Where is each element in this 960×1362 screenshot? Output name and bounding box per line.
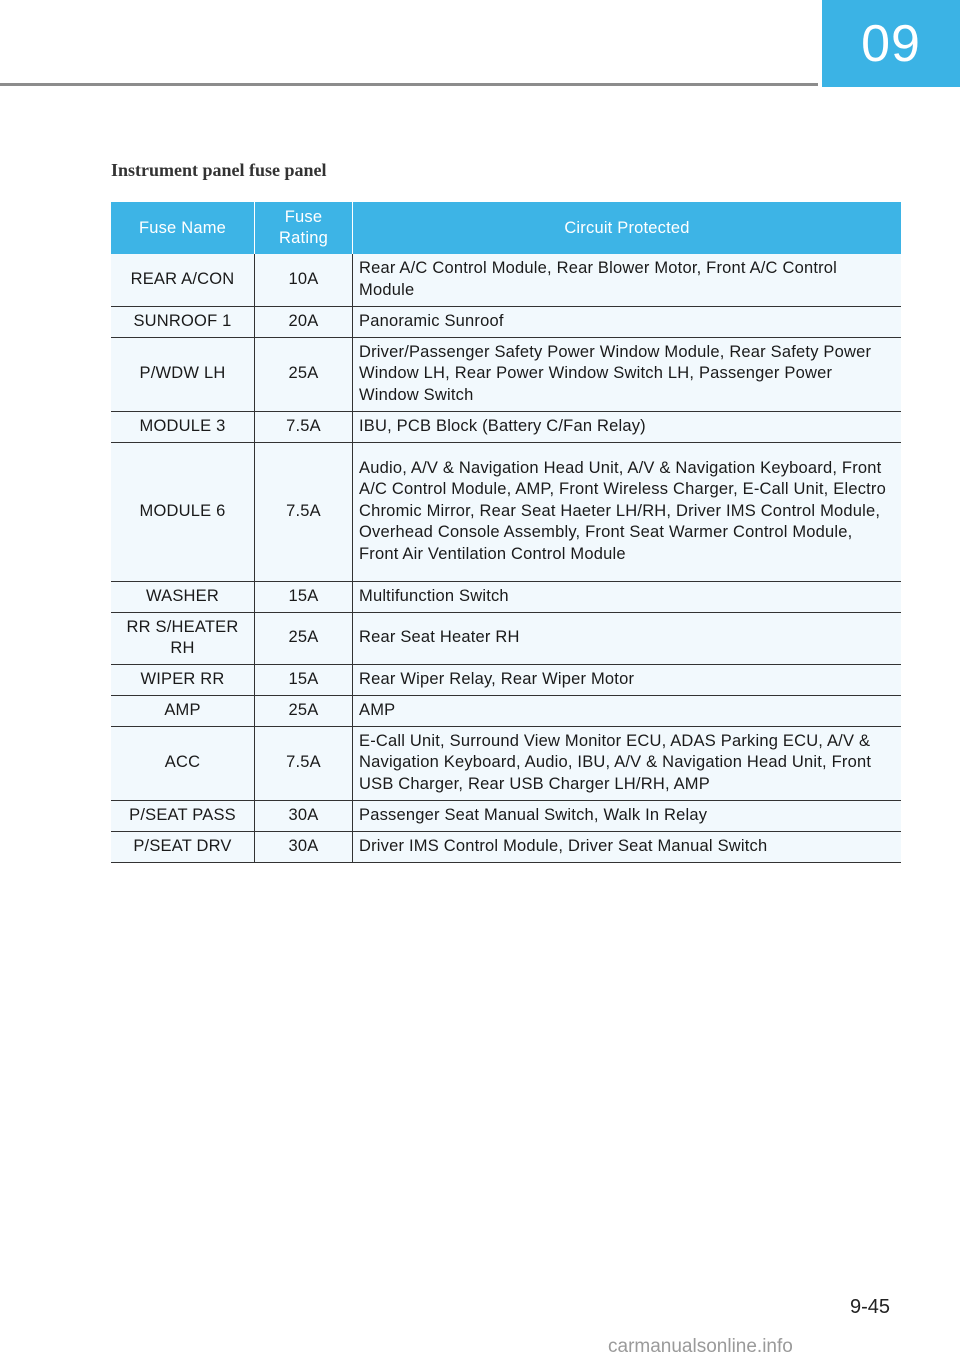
fuse-rating-cell: 30A (255, 831, 353, 862)
table-header-row (111, 202, 901, 254)
circuit-cell: Passenger Seat Manual Switch, Walk In Relay (353, 800, 902, 831)
circuit-cell: E-Call Unit, Surround View Monitor ECU, ADAS Parking ECU, A/V & Navigation Keyboard, Audio, IBU, A/V & Navigation Head Unit, Front USB Charger, Rear USB Charger LH/RH, AMP (353, 726, 902, 800)
fuse-rating-cell: 7.5A (255, 726, 353, 800)
fuse-rating-cell: 25A (255, 695, 353, 726)
fuse-name-cell: AMP (111, 695, 255, 726)
fuse-name-cell: ACC (111, 726, 255, 800)
fuse-rating-cell: 30A (255, 800, 353, 831)
table-row (111, 306, 901, 337)
circuit-cell: Rear Seat Heater RH (353, 612, 902, 664)
table-row (111, 337, 901, 411)
circuit-cell: Rear A/C Control Module, Rear Blower Motor, Front A/C Control Module (353, 254, 902, 306)
circuit-cell: Driver IMS Control Module, Driver Seat Manual Switch (353, 831, 902, 862)
table-row (111, 695, 901, 726)
table-row (111, 581, 901, 612)
circuit-cell: Rear Wiper Relay, Rear Wiper Motor (353, 664, 902, 695)
circuit-cell: Driver/Passenger Safety Power Window Module, Rear Safety Power Window LH, Rear Power Window Switch LH, Passenger Power Window Switch (353, 337, 902, 411)
circuit-cell: IBU, PCB Block (Battery C/Fan Relay) (353, 411, 902, 442)
fuse-rating-cell: 7.5A (255, 411, 353, 442)
table-row (111, 254, 901, 306)
column-header-fuse-name: Fuse Name (111, 202, 255, 254)
table-row (111, 664, 901, 695)
fuse-name-cell: SUNROOF 1 (111, 306, 255, 337)
fuse-rating-cell: 7.5A (255, 442, 353, 581)
fuse-name-cell: P/SEAT DRV (111, 831, 255, 862)
circuit-cell: Multifunction Switch (353, 581, 902, 612)
circuit-cell: Audio, A/V & Navigation Head Unit, A/V & Navigation Keyboard, Front A/C Control Module, AMP, Front Wireless Charger, E-Call Unit, Electro Chromic Mirror, Rear Seat Haeter LH/RH, Driver IMS Control Module, Overhead Console Assembly, Front Seat Warmer Control Module, Front Air Ventilation Control Module (353, 442, 902, 581)
fuse-rating-cell: 25A (255, 612, 353, 664)
chapter-number: 09 (861, 14, 921, 73)
watermark: carmanualsonline.info (608, 1336, 793, 1357)
fuse-name-cell: WASHER (111, 581, 255, 612)
table-row (111, 442, 901, 581)
fuse-rating-cell: 15A (255, 664, 353, 695)
fuse-name-cell: MODULE 6 (111, 442, 255, 581)
table-row (111, 800, 901, 831)
fuse-name-cell: REAR A/CON (111, 254, 255, 306)
fuse-rating-cell: 15A (255, 581, 353, 612)
fuse-name-cell: MODULE 3 (111, 411, 255, 442)
fuse-name-cell: P/SEAT PASS (111, 800, 255, 831)
fuse-name-cell: WIPER RR (111, 664, 255, 695)
table-row (111, 411, 901, 442)
fuse-rating-cell: 25A (255, 337, 353, 411)
column-header-circuit-protected: Circuit Protected (353, 202, 902, 254)
table-row (111, 612, 901, 664)
table-row (111, 831, 901, 862)
page-number: 9-45 (850, 1296, 891, 1318)
circuit-cell: Panoramic Sunroof (353, 306, 902, 337)
fuse-name-cell: RR S/HEATER RH (111, 612, 255, 664)
fuse-rating-cell: 10A (255, 254, 353, 306)
circuit-cell: AMP (353, 695, 902, 726)
table-row (111, 726, 901, 800)
header-rule (0, 83, 818, 86)
section-title: Instrument panel fuse panel (111, 160, 327, 180)
fuse-rating-cell: 20A (255, 306, 353, 337)
column-header-fuse-rating: Fuse Rating (255, 202, 353, 254)
fuse-table (111, 202, 901, 863)
chapter-tab (822, 0, 960, 87)
fuse-name-cell: P/WDW LH (111, 337, 255, 411)
